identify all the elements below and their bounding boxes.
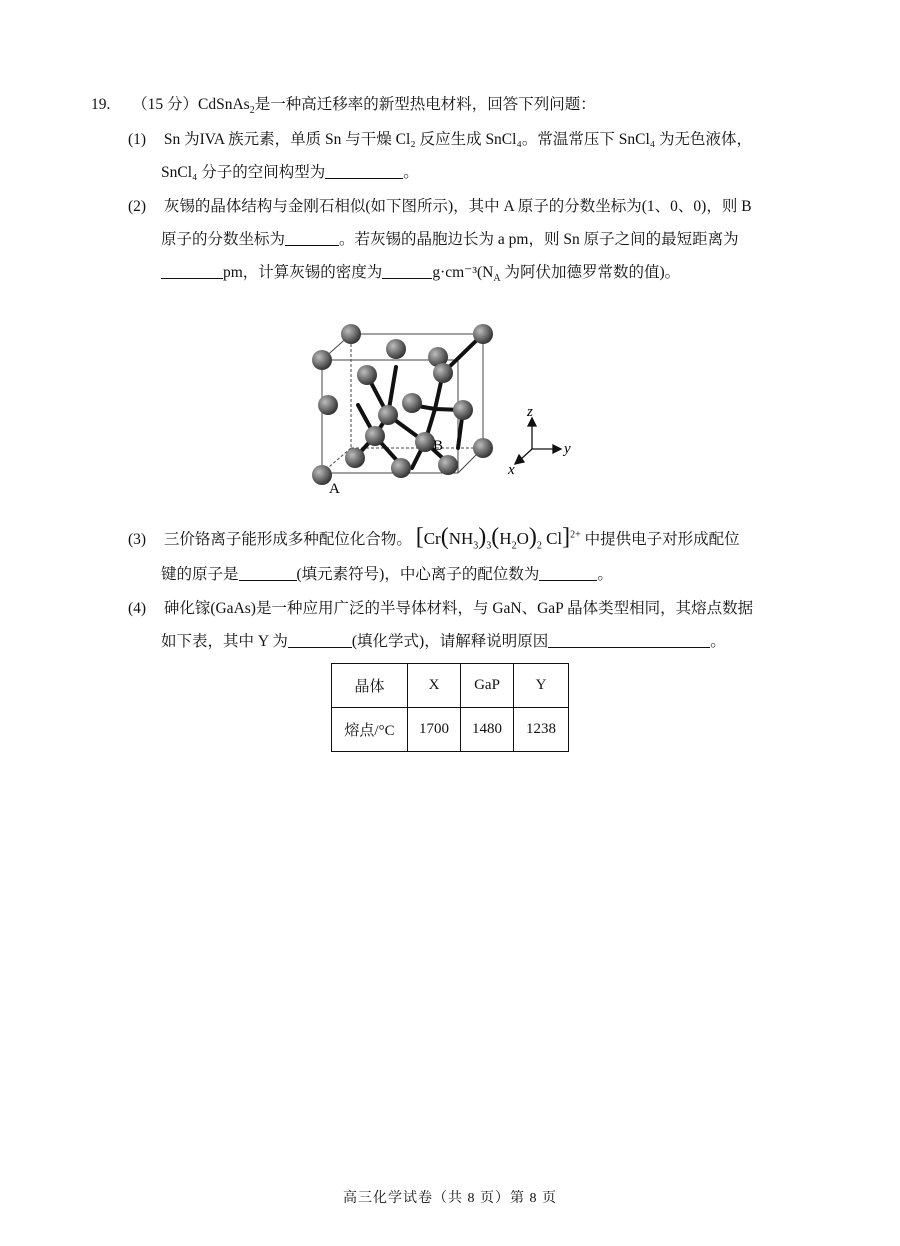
melting-point-table — [331, 663, 569, 752]
label-A: A — [329, 481, 340, 497]
compound-subscript: 2 — [249, 105, 255, 117]
atom — [473, 324, 493, 344]
atom — [391, 458, 411, 478]
atom — [357, 365, 377, 385]
part3-text-1b: 中提供电子对形成配位 — [584, 531, 740, 548]
page-footer: 高三化学试卷（共 8 页）第 8 页 — [343, 1191, 557, 1206]
atom — [312, 350, 332, 370]
table-cell: 熔点/°C — [332, 708, 408, 752]
part2-text-3a: pm，计算灰锡的密度为 — [223, 264, 383, 281]
table-header-cell: GaP — [461, 664, 514, 708]
part4-text-2b: (填化学式)，请解释说明原因 — [351, 633, 549, 650]
atom — [341, 324, 361, 344]
label-B: B — [433, 438, 444, 454]
part2-line1 — [128, 197, 752, 217]
part4-text-2a: 如下表，其中 Y 为 — [161, 633, 288, 650]
question-number: 19. — [91, 96, 111, 113]
atom — [438, 455, 458, 475]
axis-z-label: z — [527, 404, 533, 420]
part2-text-3c: 为阿伏加德罗常数的值)。 — [500, 264, 681, 281]
atom — [473, 438, 493, 458]
answer-blank[interactable] — [239, 565, 297, 581]
part4-text: 砷化镓(GaAs)是一种应用广泛的半导体材料，与 GaN、GaP 晶体类型相同，其熔点数据 — [163, 600, 754, 617]
atom — [402, 393, 422, 413]
part3-line1 — [128, 524, 740, 553]
table-row — [332, 708, 569, 752]
complex-formula: [$Cr(NH_3)_3(H_2O)_2$ Cl]$^{2+}$ — [415, 524, 581, 552]
table-cell: 1480 — [461, 708, 514, 752]
table-header-cell: Y — [514, 664, 569, 708]
part4-line2 — [161, 632, 726, 652]
atom — [453, 400, 473, 420]
part2-line3 — [161, 263, 680, 283]
answer-blank[interactable] — [548, 632, 710, 648]
answer-blank[interactable] — [382, 263, 432, 279]
compound-name: CdSnAs — [198, 96, 250, 113]
part1-text-2: SnCl₄ 分子的空间构型为 — [161, 164, 326, 181]
question-intro: 是一种高迁移率的新型热电材料，回答下列问题： — [254, 96, 596, 113]
part3-label: (3) — [128, 531, 147, 548]
part2-line2 — [161, 230, 739, 250]
answer-blank[interactable] — [539, 565, 597, 581]
part2-text-2a: 原子的分数坐标为 — [161, 231, 286, 248]
axes-icon — [515, 418, 561, 464]
part1-line1 — [128, 130, 752, 150]
part1-end: 。 — [403, 164, 419, 181]
table-cell: 1238 — [514, 708, 569, 752]
part4-end: 。 — [710, 633, 726, 650]
part2-text-3b: g·cm⁻³(N — [432, 264, 494, 281]
na-subscript: A — [493, 273, 501, 285]
atom — [433, 363, 453, 383]
answer-blank[interactable] — [325, 163, 403, 179]
question-header — [91, 95, 596, 115]
atom — [318, 395, 338, 415]
answer-blank[interactable] — [285, 230, 339, 246]
atom — [386, 339, 406, 359]
atom — [345, 448, 365, 468]
part1-label: (1) — [128, 131, 147, 148]
atom — [365, 426, 385, 446]
table-header-cell: 晶体 — [332, 664, 408, 708]
answer-blank[interactable] — [161, 263, 223, 279]
question-score: （15 分） — [132, 96, 199, 113]
atom — [378, 405, 398, 425]
part4-label: (4) — [128, 600, 147, 617]
table-header-cell: X — [408, 664, 461, 708]
part1-line2 — [161, 163, 419, 183]
crystal-structure-figure — [298, 318, 588, 500]
part3-end: 。 — [597, 566, 613, 583]
part1-text: Sn 为IVA 族元素，单质 Sn 与干燥 Cl₂ 反应生成 SnCl₄。常温常压下 SnCl₄ 为无色液体， — [163, 131, 753, 148]
atom-B — [415, 432, 435, 452]
part4-line1 — [128, 599, 753, 619]
part2-label: (2) — [128, 198, 147, 215]
answer-blank[interactable] — [288, 632, 352, 648]
table-cell: 1700 — [408, 708, 461, 752]
part2-text-2b: 。若灰锡的晶胞边长为 a pm，则 Sn 原子之间的最短距离为 — [339, 231, 739, 248]
part3-text-2a: 键的原子是 — [161, 566, 239, 583]
axis-x-label: x — [508, 462, 515, 478]
part3-text: 三价铬离子能形成多种配位化合物。 — [163, 531, 412, 548]
part3-line2 — [161, 565, 613, 585]
part2-text: 灰锡的晶体结构与金刚石相似(如下图所示)，其中 A 原子的分数坐标为(1、0、0)，则 B — [163, 198, 752, 215]
part3-text-2b: (填元素符号)，中心离子的配位数为 — [296, 566, 540, 583]
table-header-row — [332, 664, 569, 708]
axis-y-label: y — [564, 441, 571, 457]
